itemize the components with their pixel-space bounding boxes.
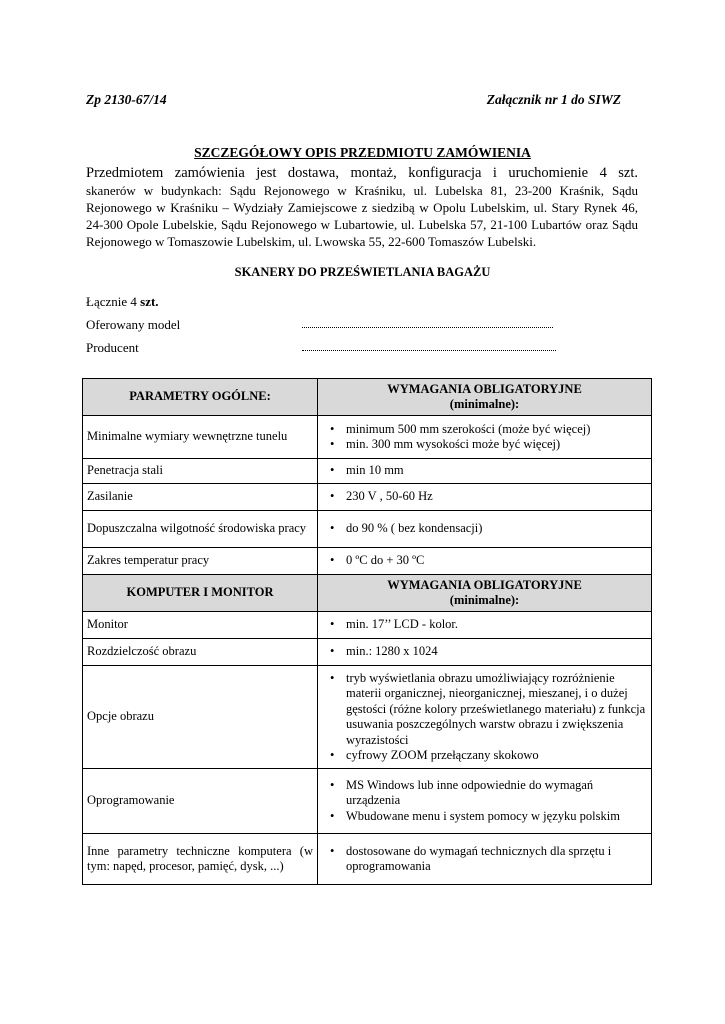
requirement-cell bbox=[318, 416, 652, 459]
requirement-item: • dostosowane do wymagań technicznych dla sprzętu i oprogramowania bbox=[346, 844, 647, 875]
requirement-cell bbox=[318, 769, 652, 834]
requirements-table bbox=[82, 378, 652, 885]
table-row bbox=[83, 548, 652, 575]
requirement-item: • min 10 mm bbox=[346, 463, 647, 479]
section-header-left: PARAMETRY OGÓLNE: bbox=[83, 379, 318, 416]
requirement-cell bbox=[318, 834, 652, 885]
requirement-list bbox=[322, 489, 647, 505]
parameter-name: Minimalne wymiary wewnętrzne tunelu bbox=[83, 416, 318, 459]
requirement-list bbox=[322, 778, 647, 825]
intro-first-line: Przedmiotem zamówienia jest dostawa, montaż, konfiguracja i uruchomienie 4 szt. bbox=[86, 165, 638, 181]
table-row bbox=[83, 612, 652, 639]
parameter-name: Monitor bbox=[83, 612, 318, 639]
intro-text: skanerów w budynkach: Sądu Rejonowego w Kraśniku, ul. Lubelska 81, 23-200 Kraśnik, Sądu Rejonowego w Kraśniku – Wydziały Zamiejscowe z siedzibą w Opolu Lubelskim, ul. Stary Rynek 46, 24-300 Opole Lubelskie, Sądu Rejonowego w Lubartowie, ul. Lubelska 57, 21-100 Lubartów oraz Sądu Rejonowego w Tomaszowie Lubelskim, ul. Lwowska 55, 22-600 Tomaszów Lubelski. bbox=[86, 183, 638, 249]
parameter-name: Oprogramowanie bbox=[83, 769, 318, 834]
requirement-list bbox=[322, 422, 647, 453]
requirement-list bbox=[322, 553, 647, 569]
requirement-item: • Wbudowane menu i system pomocy w języku polskim bbox=[346, 809, 647, 825]
requirement-list bbox=[322, 463, 647, 479]
requirement-list bbox=[322, 671, 647, 764]
total-unit: szt. bbox=[140, 294, 159, 309]
producer-label: Producent bbox=[86, 340, 139, 355]
requirement-item: • MS Windows lub inne odpowiednie do wymagań urządzenia bbox=[346, 778, 647, 809]
section-header-right bbox=[318, 379, 652, 416]
requirement-cell bbox=[318, 548, 652, 575]
requirement-list bbox=[322, 844, 647, 875]
producer-row bbox=[86, 340, 486, 356]
requirement-item: • min. 17’’ LCD - kolor. bbox=[346, 617, 647, 633]
section-header-left: KOMPUTER I MONITOR bbox=[83, 575, 318, 612]
parameter-name: Dopuszczalna wilgotność środowiska pracy bbox=[83, 511, 318, 548]
requirement-item: • min.: 1280 x 1024 bbox=[346, 644, 647, 660]
requirement-item: • cyfrowy ZOOM przełączany skokowo bbox=[346, 748, 647, 764]
requirement-item: • 230 V , 50-60 Hz bbox=[346, 489, 647, 505]
model-label: Oferowany model bbox=[86, 317, 181, 332]
requirement-cell bbox=[318, 666, 652, 769]
requirement-cell bbox=[318, 639, 652, 666]
table-row bbox=[83, 639, 652, 666]
table-row bbox=[83, 769, 652, 834]
requirement-list bbox=[322, 617, 647, 633]
requirement-list bbox=[322, 644, 647, 660]
requirement-item: • 0 ºC do + 30 ºC bbox=[346, 553, 647, 569]
parameter-name: Zasilanie bbox=[83, 484, 318, 511]
table-row bbox=[83, 459, 652, 484]
section-header-general bbox=[83, 379, 652, 416]
table-row bbox=[83, 834, 652, 885]
intro-paragraph bbox=[86, 165, 638, 250]
total-quantity bbox=[86, 294, 159, 310]
offered-model-row bbox=[86, 317, 486, 333]
table-row bbox=[83, 484, 652, 511]
requirement-item: • minimum 500 mm szerokości (może być więcej) bbox=[346, 422, 647, 438]
table-row bbox=[83, 666, 652, 769]
parameter-name: Penetracja stali bbox=[83, 459, 318, 484]
requirement-cell bbox=[318, 511, 652, 548]
requirements-subheading: (minimalne): bbox=[449, 593, 520, 607]
requirement-item: • tryb wyświetlania obrazu umożliwiający rozróżnienie materii organicznej, nieorganicznej, mieszanej, i o dużej gęstości (różne kolory prześwietlanego materiału) z funkcja usuwania poszczególnych warstw obrazu i zwiększenia wyrazistości bbox=[346, 671, 647, 749]
parameter-name: Inne parametry techniczne komputera (w tym: napęd, procesor, pamięć, dysk, ...) bbox=[83, 834, 318, 885]
requirements-heading: WYMAGANIA OBLIGATORYJNE bbox=[387, 577, 582, 592]
section-subtitle: SKANERY DO PRZEŚWIETLANIA BAGAŻU bbox=[234, 265, 491, 279]
reference-number: Zp 2130-67/14 bbox=[86, 92, 167, 107]
requirement-list bbox=[322, 521, 647, 537]
requirements-subheading: (minimalne): bbox=[449, 397, 520, 411]
table-row bbox=[83, 416, 652, 459]
requirement-item: • do 90 % ( bez kondensacji) bbox=[346, 521, 647, 537]
attachment-label: Załącznik nr 1 do SIWZ bbox=[486, 92, 621, 107]
requirement-cell bbox=[318, 612, 652, 639]
section-header-computer bbox=[83, 575, 652, 612]
requirement-cell bbox=[318, 459, 652, 484]
document-title: SZCZEGÓŁOWY OPIS PRZEDMIOTU ZAMÓWIENIA bbox=[194, 145, 531, 160]
parameter-name: Zakres temperatur pracy bbox=[83, 548, 318, 575]
total-label: Łącznie 4 bbox=[86, 294, 137, 309]
section-header-right bbox=[318, 575, 652, 612]
parameter-name: Rozdzielczość obrazu bbox=[83, 639, 318, 666]
parameter-name: Opcje obrazu bbox=[83, 666, 318, 769]
requirement-cell bbox=[318, 484, 652, 511]
producer-fill-line[interactable] bbox=[302, 350, 556, 351]
requirements-heading: WYMAGANIA OBLIGATORYJNE bbox=[387, 381, 582, 396]
table-row bbox=[83, 511, 652, 548]
requirement-item: • min. 300 mm wysokości może być więcej) bbox=[346, 437, 647, 453]
model-fill-line[interactable] bbox=[302, 327, 553, 328]
